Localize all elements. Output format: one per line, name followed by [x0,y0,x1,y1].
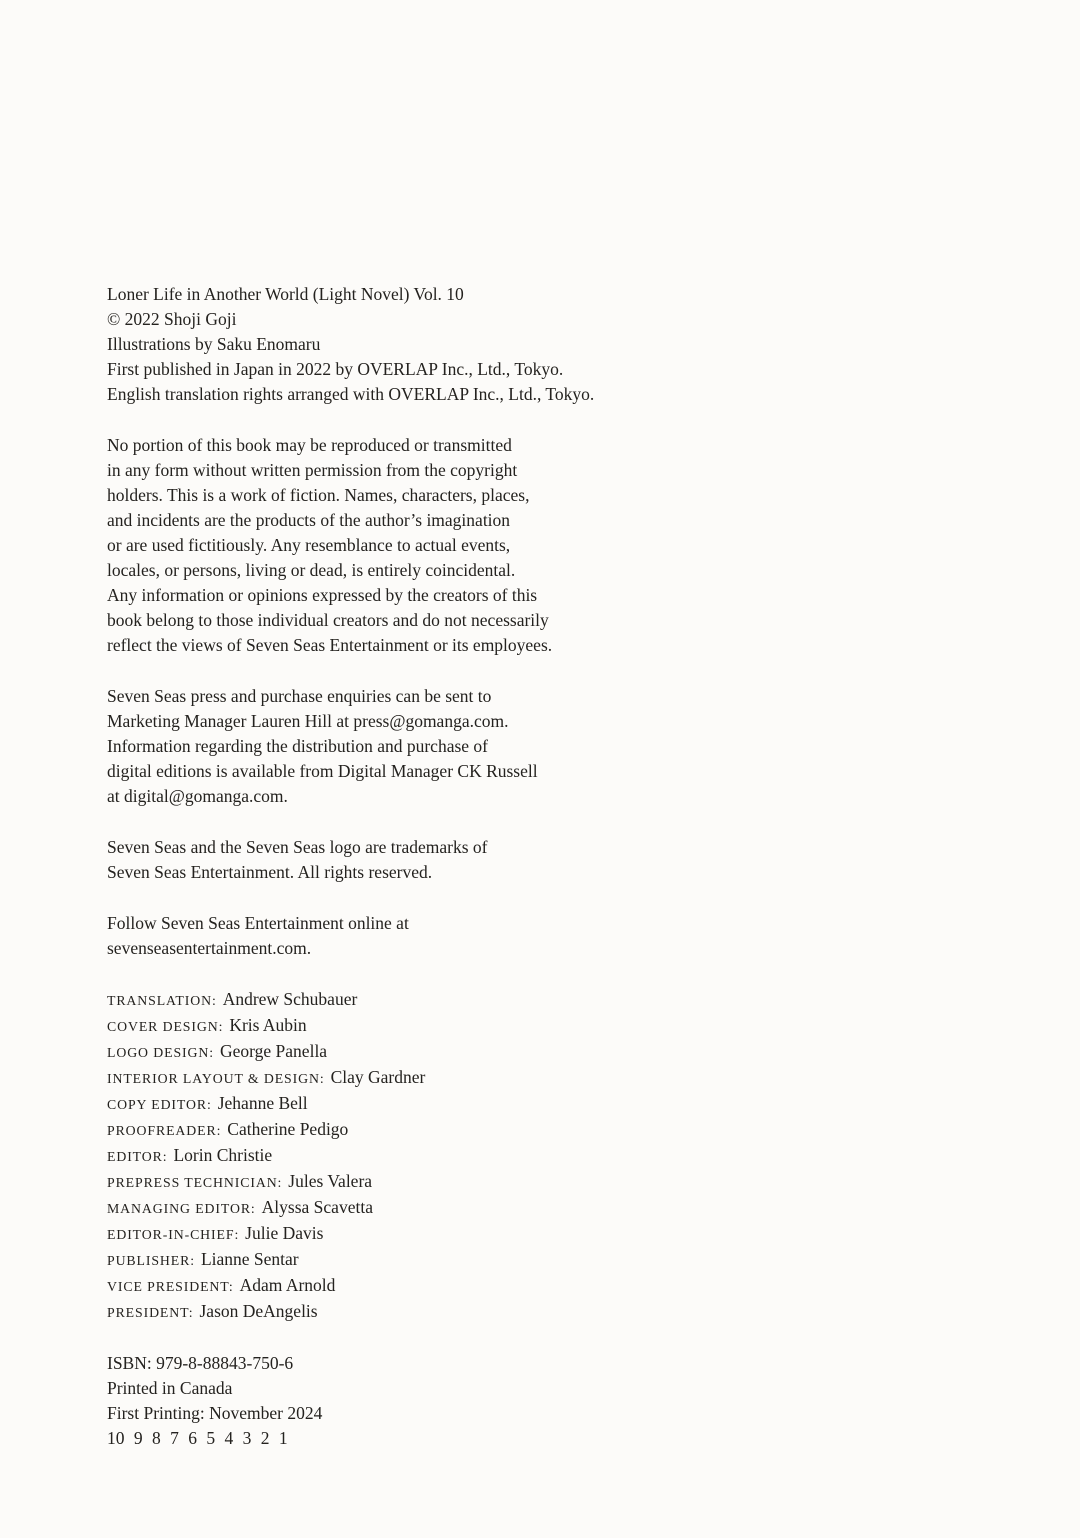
credit-name: Catherine Pedigo [227,1119,349,1139]
first-printing-line: First Printing: November 2024 [107,1403,323,1423]
credit-name: Kris Aubin [229,1015,307,1035]
credit-row [107,1221,1020,1247]
credit-row [107,1273,1020,1299]
credit-name: Alyssa Scavetta [261,1197,373,1217]
credit-name: Julie Davis [245,1223,324,1243]
text-line: Any information or opinions expressed by the creators of this [107,585,538,605]
text-line: Marketing Manager Lauren Hill at press@gomanga.com. [107,711,509,731]
text-line: English translation rights arranged with OVERLAP Inc., Ltd., Tokyo. [107,384,595,404]
legal-notice [107,433,1020,658]
credit-role: TRANSLATION: [107,993,217,1008]
credit-name: Jules Valera [288,1171,373,1191]
credit-row [107,1117,1020,1143]
credit-name: George Panella [220,1041,328,1061]
text-line: Seven Seas Entertainment. All rights reserved. [107,862,433,882]
text-line: No portion of this book may be reproduced or transmitted [107,435,512,455]
credit-role: PRESIDENT: [107,1305,194,1320]
credit-name: Andrew Schubauer [222,989,358,1009]
follow-info [107,911,1020,961]
printing-info [107,1351,1020,1451]
credit-name: Clay Gardner [330,1067,426,1087]
text-line: sevenseasentertainment.com. [107,938,312,958]
text-line: and incidents are the products of the author’s imagination [107,510,511,530]
print-run-numbers: 10 9 8 7 6 5 4 3 2 1 [107,1428,288,1448]
credit-row [107,1299,1020,1325]
text-line: holders. This is a work of fiction. Names, characters, places, [107,485,530,505]
credit-role: MANAGING EDITOR: [107,1201,256,1216]
text-line: Information regarding the distribution and purchase of [107,736,489,756]
credit-role: PROOFREADER: [107,1123,222,1138]
credit-role: EDITOR-IN-CHIEF: [107,1227,240,1242]
trademark-notice [107,835,1020,885]
credit-row [107,1039,1020,1065]
credit-name: Lianne Sentar [200,1249,299,1269]
credit-role: COPY EDITOR: [107,1097,212,1112]
credit-row [107,1195,1020,1221]
credit-role: COVER DESIGN: [107,1019,224,1034]
text-line: book belong to those individual creators and do not necessarily [107,610,549,630]
credit-role: VICE PRESIDENT: [107,1279,234,1294]
credit-row [107,1065,1020,1091]
credit-role: PUBLISHER: [107,1253,195,1268]
credit-role: EDITOR: [107,1149,168,1164]
credit-row [107,1169,1020,1195]
credit-row [107,1013,1020,1039]
text-line: Seven Seas and the Seven Seas logo are trademarks of [107,837,488,857]
text-line: locales, or persons, living or dead, is entirely coincidental. [107,560,516,580]
text-line: or are used fictitiously. Any resemblance to actual events, [107,535,511,555]
credit-row [107,1091,1020,1117]
credit-row [107,1143,1020,1169]
text-line: © 2022 Shoji Goji [107,309,237,329]
text-line: Loner Life in Another World (Light Novel) Vol. 10 [107,284,464,304]
text-line: Seven Seas press and purchase enquiries can be sent to [107,686,492,706]
printed-in-line: Printed in Canada [107,1378,233,1398]
contact-info [107,684,1020,809]
text-line: at digital@gomanga.com. [107,786,288,806]
credit-name: Adam Arnold [239,1275,336,1295]
publication-info [107,282,1020,407]
text-line: Illustrations by Saku Enomaru [107,334,321,354]
text-line: digital editions is available from Digital Manager CK Russell [107,761,538,781]
text-line: Follow Seven Seas Entertainment online at [107,913,409,933]
text-line: in any form without written permission from the copyright [107,460,518,480]
text-line: First published in Japan in 2022 by OVERLAP Inc., Ltd., Tokyo. [107,359,564,379]
credits-list [107,987,1020,1325]
isbn-line: ISBN: 979-8-88843-750-6 [107,1353,294,1373]
credit-name: Lorin Christie [173,1145,273,1165]
credit-name: Jehanne Bell [217,1093,308,1113]
credit-role: LOGO DESIGN: [107,1045,214,1060]
credit-role: INTERIOR LAYOUT & DESIGN: [107,1071,325,1086]
text-line: reflect the views of Seven Seas Entertainment or its employees. [107,635,553,655]
credit-row [107,987,1020,1013]
credit-name: Jason DeAngelis [199,1301,318,1321]
credit-role: PREPRESS TECHNICIAN: [107,1175,283,1190]
credit-row [107,1247,1020,1273]
